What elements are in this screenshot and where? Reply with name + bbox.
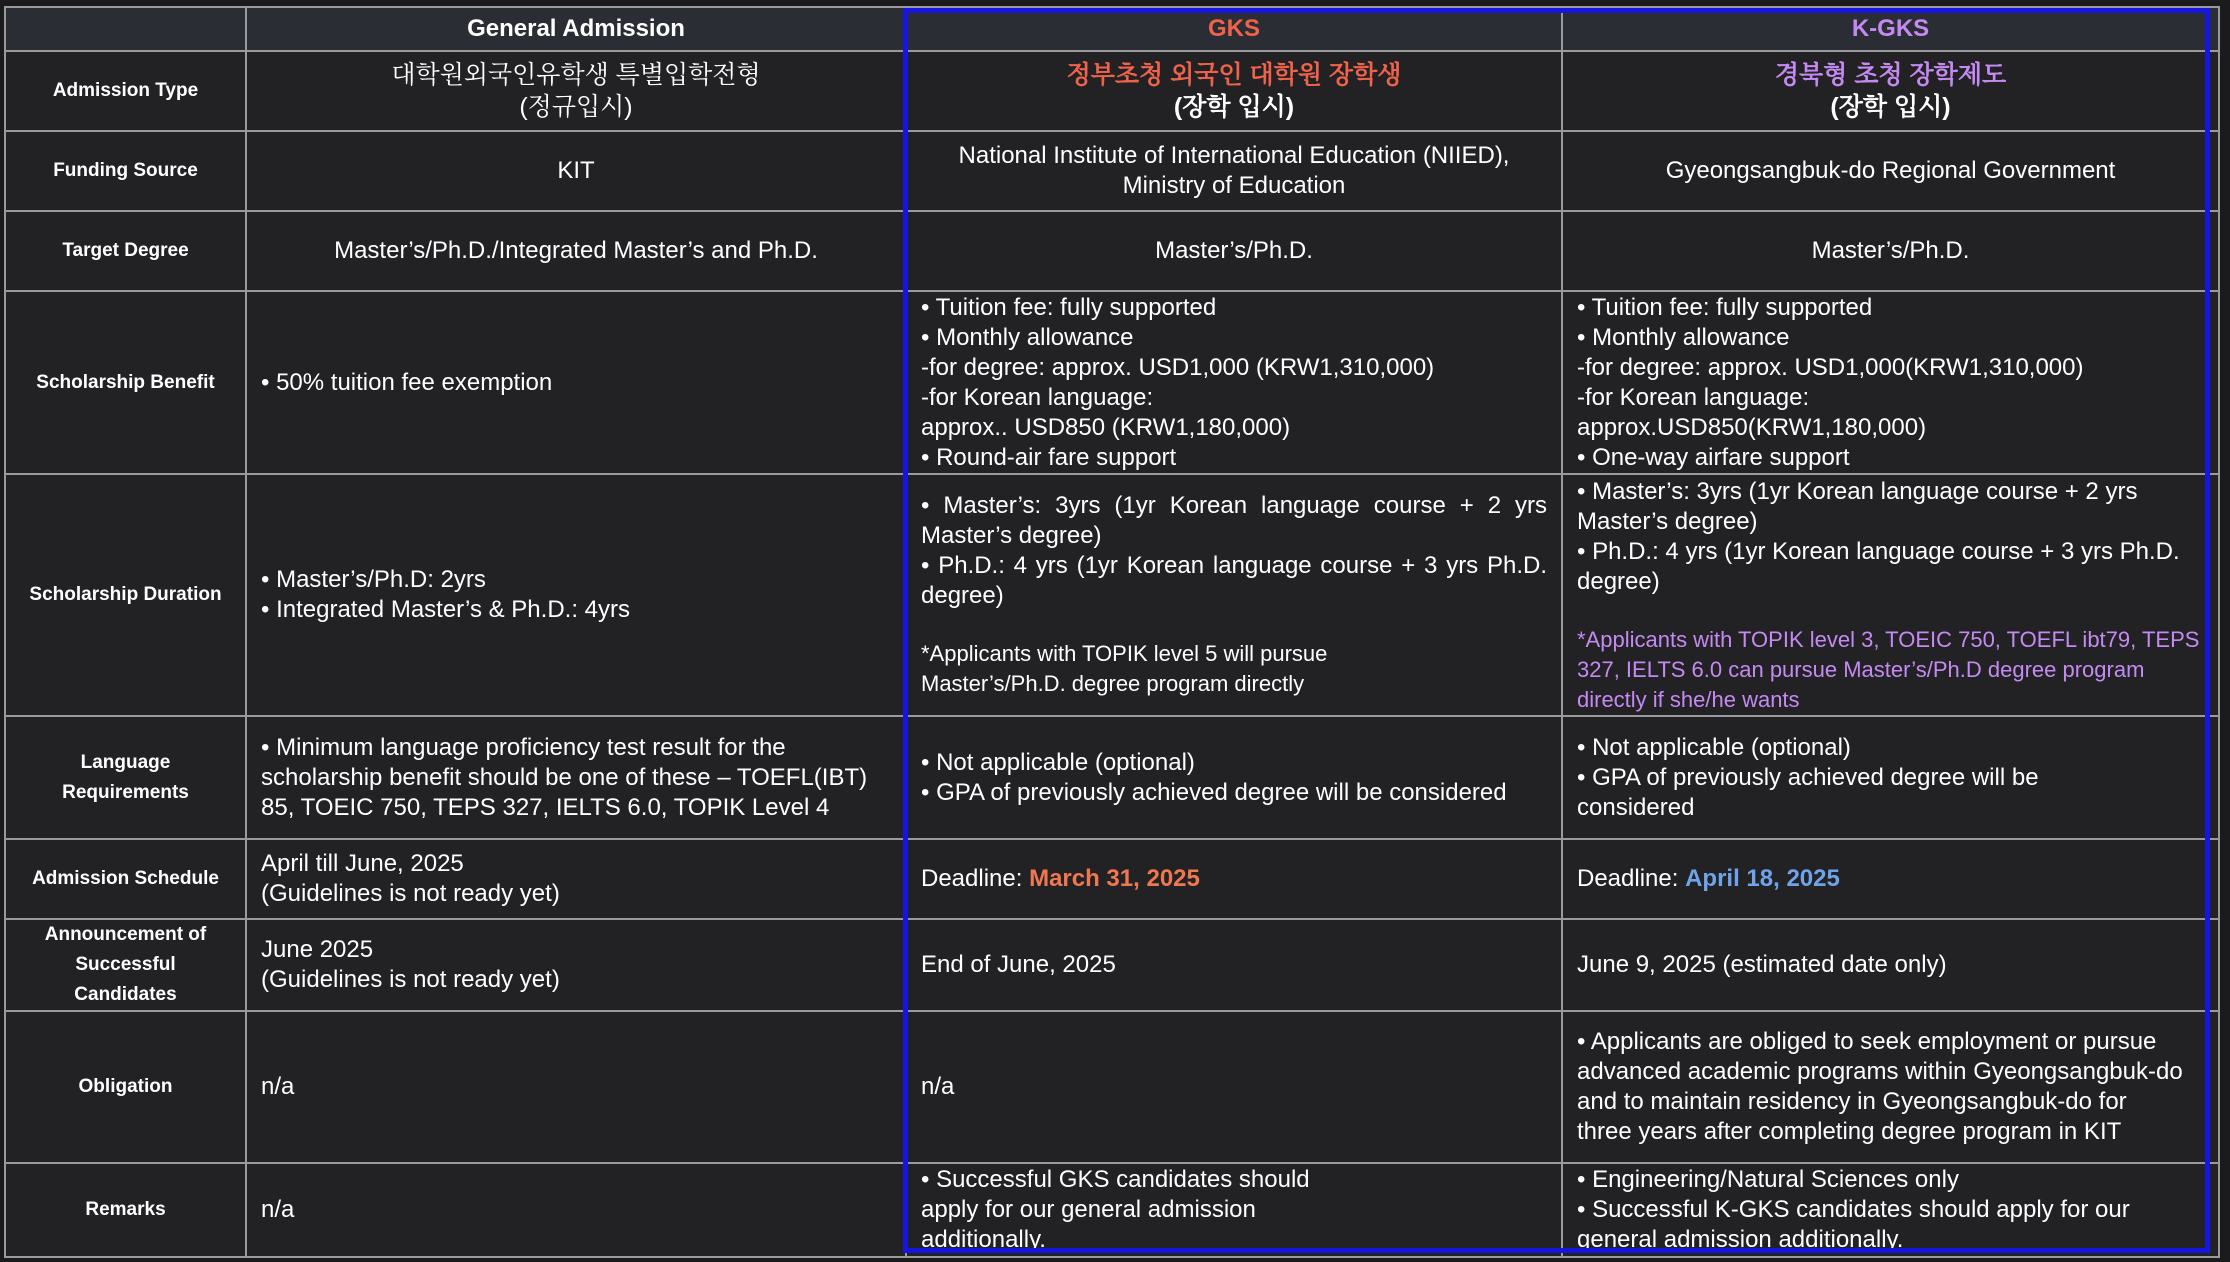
scholarship-benefit-gks <box>906 291 1562 474</box>
remarks-gks-line: additionally. <box>921 1226 1046 1253</box>
row-label-funding-source: Funding Source <box>5 131 246 211</box>
duration-kgks-item: • Ph.D.: 4 yrs (1yr Korean language course + 3 yrs Ph.D. degree) <box>1577 538 2180 595</box>
announcement-general <box>246 919 906 1011</box>
row-language-requirements <box>5 716 2219 839</box>
obligation-gks: n/a <box>906 1011 1562 1163</box>
row-label-obligation: Obligation <box>5 1011 246 1163</box>
remarks-kgks-line: • Successful K-GKS candidates should apply for our general admission additionally. <box>1577 1196 2130 1253</box>
scholarship-duration-kgks <box>1562 474 2219 716</box>
admission-type-gks-line1: 정부초청 외국인 대학원 장학생 <box>1066 61 1402 89</box>
remarks-gks-line: • Successful GKS candidates should <box>921 1166 1310 1193</box>
remarks-gks-line: apply for our general admission <box>921 1196 1256 1223</box>
announcement-label-line2: Successful <box>75 954 176 975</box>
benefit-gks-line: approx.. USD850 (KRW1,180,000) <box>921 413 1291 441</box>
gks-deadline-date: March 31, 2025 <box>1029 865 1200 892</box>
funding-source-kgks: Gyeongsangbuk-do Regional Government <box>1562 131 2219 211</box>
announcement-general-line1: June 2025 <box>261 936 374 963</box>
benefit-gks-line: -for degree: approx. USD1,000 (KRW1,310,000) <box>921 353 1435 381</box>
duration-general-line: • Integrated Master’s & Ph.D.: 4yrs <box>261 596 630 623</box>
benefit-kgks-line: approx.USD850(KRW1,180,000) <box>1577 413 1927 441</box>
row-scholarship-duration <box>5 474 2219 716</box>
spacer <box>1577 597 2204 625</box>
announcement-label-line3: Candidates <box>74 984 177 1005</box>
duration-general-line: • Master’s/Ph.D: 2yrs <box>261 566 486 593</box>
language-requirements-general: • Minimum language proficiency test result for the scholarship benefit should be one of these – TOEFL(IBT) 85, TOEIC 750, TEPS 327, IELTS 6.0, TOPIK Level 4 <box>246 716 906 839</box>
admission-schedule-general <box>246 839 906 919</box>
remarks-kgks <box>1562 1163 2219 1257</box>
row-label-remarks: Remarks <box>5 1163 246 1257</box>
remarks-gks <box>906 1163 1562 1257</box>
announcement-gks: End of June, 2025 <box>906 919 1562 1011</box>
row-label-admission-schedule: Admission Schedule <box>5 839 246 919</box>
target-degree-general: Master’s/Ph.D./Integrated Master’s and Ph.D. <box>246 211 906 291</box>
scholarship-benefit-general: • 50% tuition fee exemption <box>246 291 906 474</box>
duration-gks-item: • Master’s: 3yrs (1yr Korean language course + 2 yrs Master’s degree) <box>921 492 1547 549</box>
funding-source-gks-line1: National Institute of International Education (NIIED), <box>958 142 1510 169</box>
admission-type-kgks-line2: (장학 입시) <box>1830 93 1951 121</box>
admission-type-gks <box>906 51 1562 131</box>
language-gks-line: • GPA of previously achieved degree will be considered <box>921 778 1507 806</box>
row-label-scholarship-duration: Scholarship Duration <box>5 474 246 716</box>
row-label-announcement <box>5 919 246 1011</box>
header-row <box>5 7 2219 51</box>
language-requirements-gks <box>906 716 1562 839</box>
announcement-label-line1: Announcement of <box>44 924 207 945</box>
admission-type-general <box>246 51 906 131</box>
spacer <box>921 611 1547 639</box>
obligation-general: n/a <box>246 1011 906 1163</box>
benefit-kgks-line: • Monthly allowance <box>1577 323 1790 351</box>
admission-type-general-line2: (정규입시) <box>519 93 633 121</box>
row-label-language-requirements <box>5 716 246 839</box>
target-degree-gks: Master’s/Ph.D. <box>906 211 1562 291</box>
admission-comparison-table <box>4 6 2220 1258</box>
kgks-deadline-date: April 18, 2025 <box>1685 865 1840 892</box>
benefit-kgks-line: • Tuition fee: fully supported <box>1577 293 1873 321</box>
deadline-prefix: Deadline: <box>1577 865 1686 892</box>
benefit-kgks-line: -for degree: approx. USD1,000(KRW1,310,000) <box>1577 353 2084 381</box>
announcement-kgks: June 9, 2025 (estimated date only) <box>1562 919 2219 1011</box>
header-gks: GKS <box>906 7 1562 51</box>
admission-type-kgks-line1: 경북형 초청 장학제도 <box>1774 61 2007 89</box>
language-gks-line: • Not applicable (optional) <box>921 748 1195 776</box>
duration-gks-note: *Applicants with TOPIK level 5 will pursue Master’s/Ph.D. degree program directly <box>921 641 1328 696</box>
scholarship-duration-gks <box>906 474 1562 716</box>
row-obligation <box>5 1011 2219 1163</box>
row-admission-type <box>5 51 2219 131</box>
benefit-gks-line: • Monthly allowance <box>921 323 1134 351</box>
language-requirements-kgks <box>1562 716 2219 839</box>
scholarship-benefit-kgks <box>1562 291 2219 474</box>
row-scholarship-benefit <box>5 291 2219 474</box>
header-general-admission: General Admission <box>246 7 906 51</box>
row-announcement <box>5 919 2219 1011</box>
target-degree-kgks: Master’s/Ph.D. <box>1562 211 2219 291</box>
funding-source-general: KIT <box>246 131 906 211</box>
duration-kgks-item: • Master’s: 3yrs (1yr Korean language course + 2 yrs Master’s degree) <box>1577 478 2138 535</box>
row-label-admission-type: Admission Type <box>5 51 246 131</box>
schedule-general-line1: April till June, 2025 <box>261 850 464 877</box>
benefit-gks-line: -for Korean language: <box>921 383 1154 411</box>
announcement-general-line2: (Guidelines is not ready yet) <box>261 966 560 993</box>
admission-type-kgks <box>1562 51 2219 131</box>
duration-gks-item: • Ph.D.: 4 yrs (1yr Korean language course + 3 yrs Ph.D. degree) <box>921 552 1547 609</box>
admission-schedule-kgks <box>1562 839 2219 919</box>
row-remarks <box>5 1163 2219 1257</box>
obligation-kgks: • Applicants are obliged to seek employment or pursue advanced academic programs within Gyeongsangbuk-do and to maintain residency in Gyeongsangbuk-do for three years after completing degree program in KIT <box>1562 1011 2219 1163</box>
language-kgks-line: • GPA of previously achieved degree will be considered <box>1577 763 2039 821</box>
funding-source-gks-line2: Ministry of Education <box>1122 172 1346 199</box>
admission-schedule-gks <box>906 839 1562 919</box>
language-kgks-line: • Not applicable (optional) <box>1577 733 1851 761</box>
row-label-target-degree: Target Degree <box>5 211 246 291</box>
language-label-line1: Language <box>80 751 171 773</box>
schedule-general-line2: (Guidelines is not ready yet) <box>261 880 560 907</box>
duration-kgks-note: *Applicants with TOPIK level 3, TOEIC 750, TOEFL ibt79, TEPS 327, IELTS 6.0 can pursue Master’s/Ph.D degree program directly if she/he wants <box>1577 627 2200 712</box>
benefit-kgks-line: • One-way airfare support <box>1577 443 1850 471</box>
header-corner <box>5 7 246 51</box>
row-label-scholarship-benefit: Scholarship Benefit <box>5 291 246 474</box>
remarks-general: n/a <box>246 1163 906 1257</box>
row-target-degree <box>5 211 2219 291</box>
header-kgks: K-GKS <box>1562 7 2219 51</box>
benefit-gks-line: • Round-air fare support <box>921 443 1177 471</box>
deadline-prefix: Deadline: <box>921 865 1030 892</box>
funding-source-gks <box>906 131 1562 211</box>
admission-type-general-line1: 대학원외국인유학생 특별입학전형 <box>391 61 761 89</box>
benefit-gks-line: • Tuition fee: fully supported <box>921 293 1217 321</box>
language-label-line2: Requirements <box>62 781 189 803</box>
admission-type-gks-line2: (장학 입시) <box>1173 93 1295 121</box>
scholarship-duration-general <box>246 474 906 716</box>
row-admission-schedule <box>5 839 2219 919</box>
row-funding-source <box>5 131 2219 211</box>
remarks-kgks-line: • Engineering/Natural Sciences only <box>1577 1166 1959 1193</box>
benefit-kgks-line: -for Korean language: <box>1577 383 1810 411</box>
